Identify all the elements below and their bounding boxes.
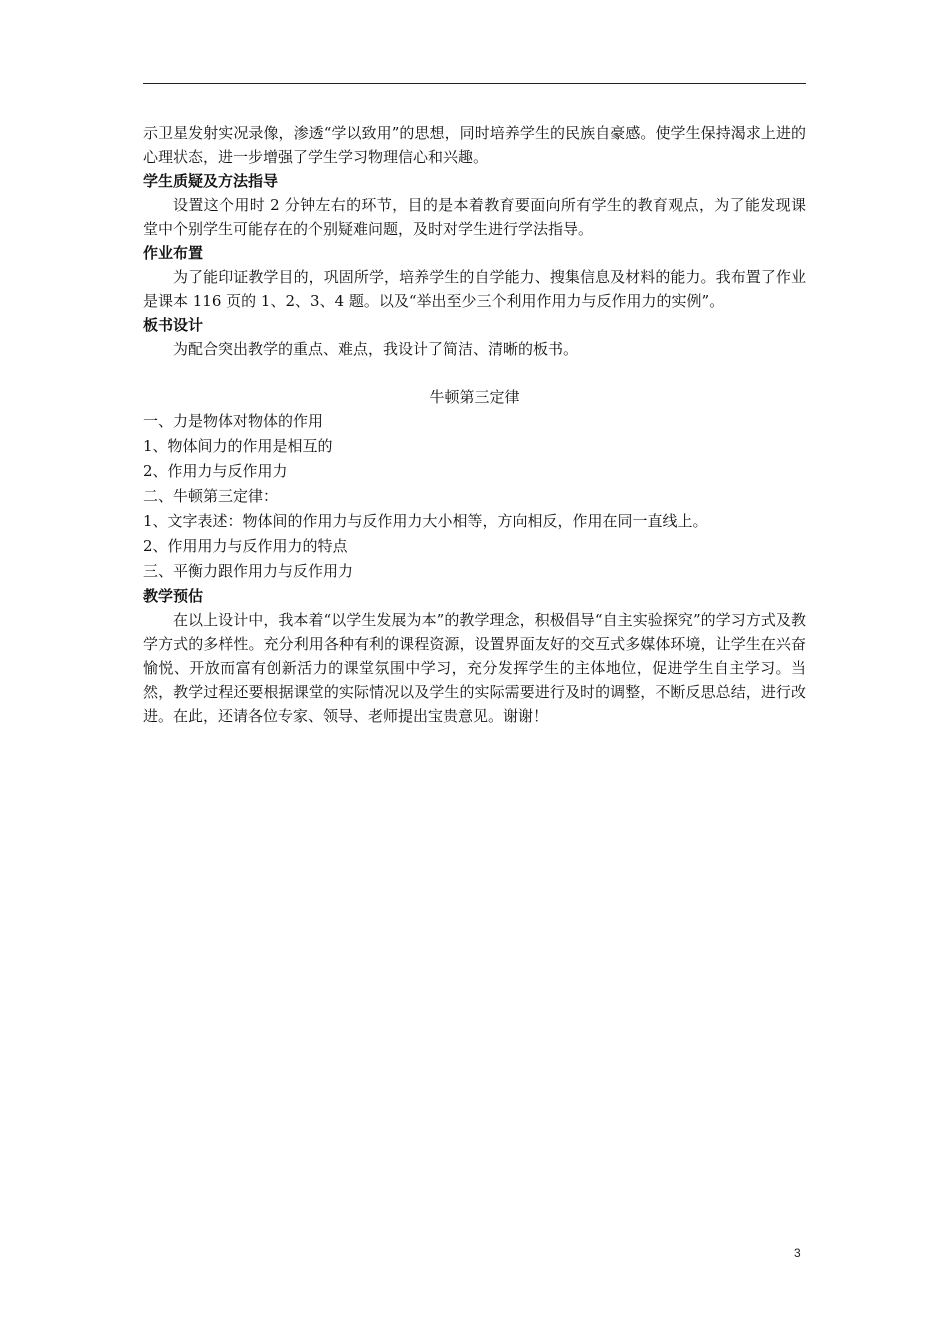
board-title: 牛顿第三定律 (429, 388, 520, 406)
section-body-questions: 设置这个用时 2 分钟左右的环节，目的是本着教育要面向所有学生的教育观点，为了能发现课堂中个别学生可能存在的个别疑难问题，及时对学生进行学法指导。 (143, 196, 806, 238)
page-number: 3 (794, 1246, 801, 1260)
header-rule (143, 83, 806, 84)
section-heading-questions: 学生质疑及方法指导 (143, 172, 279, 190)
board-line: 三、平衡力跟作用力与反作用力 (143, 562, 354, 580)
board-line: 1、物体间力的作用是相互的 (143, 437, 333, 455)
section-heading-board-design: 板书设计 (143, 316, 204, 334)
section-heading-estimate: 教学预估 (143, 587, 204, 605)
intro-continuation-paragraph: 示卫星发射实况录像，渗透“学以致用”的思想，同时培养学生的民族自豪感。使学生保持渴求上进的心理状态，进一步增强了学生学习物理信心和兴趣。 (143, 124, 806, 166)
section-body-board-design: 为配合突出教学的重点、难点，我设计了简洁、清晰的板书。 (173, 340, 579, 358)
board-line: 2、作用用力与反作用力的特点 (143, 537, 348, 555)
section-heading-homework: 作业布置 (143, 244, 204, 262)
board-line: 一、力是物体对物体的作用 (143, 412, 324, 430)
board-line: 2、作用力与反作用力 (143, 462, 288, 480)
page-content (143, 121, 806, 728)
section-body-homework: 为了能印证教学目的，巩固所学，培养学生的自学能力、搜集信息及材料的能力。我布置了作业是课本 116 页的 1、2、3、4 题。以及“举出至少三个利用作用力与反作用力的实例”。 (143, 268, 806, 310)
section-body-estimate: 在以上设计中，我本着“以学生发展为本”的教学理念，积极倡导“自主实验探究”的学习方式及教学方式的多样性。充分利用各种有利的课程资源，设置界面友好的交互式多媒体环境，让学生在兴奋愉悦、开放而富有创新活力的课堂氛围中学习，充分发挥学生的主体地位，促进学生自主学习。当然，教学过程还要根据课堂的实际情况以及学生的实际需要进行及时的调整，不断反思总结，进行改进。在此，还请各位专家、领导、老师提出宝贵意见。谢谢！ (143, 611, 806, 725)
blank-line (143, 361, 806, 385)
board-line: 1、文字表述：物体间的作用力与反作用力大小相等，方向相反，作用在同一直线上。 (143, 512, 708, 530)
board-line: 二、牛顿第三定律： (143, 487, 279, 505)
